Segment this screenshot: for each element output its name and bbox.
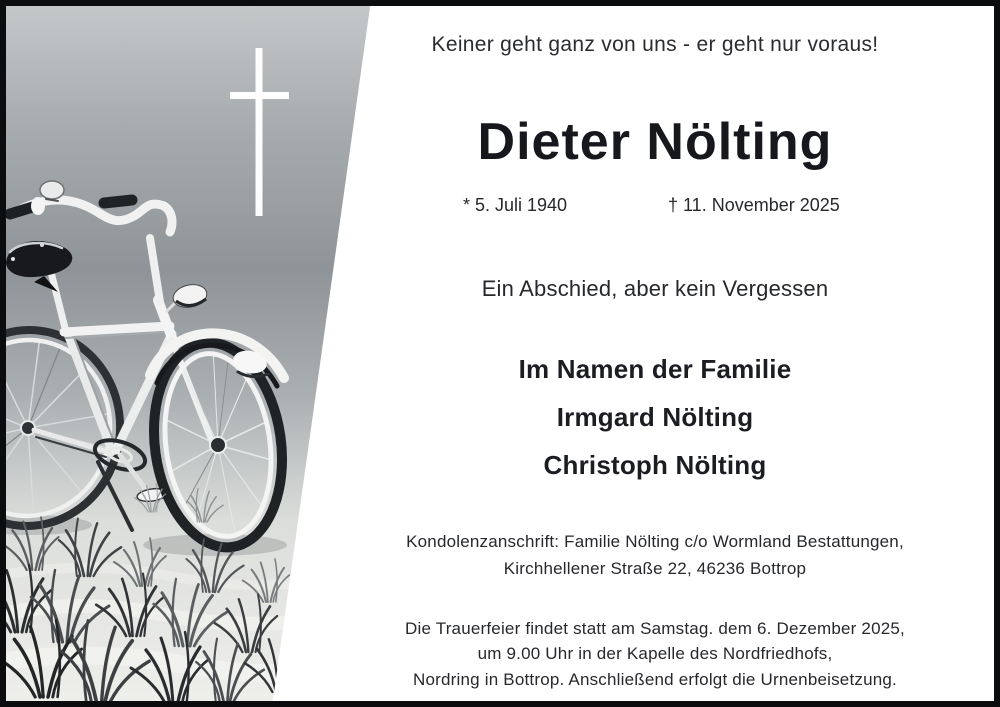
obituary-text xyxy=(330,0,980,707)
funeral-service-line: um 9.00 Uhr in der Kapelle des Nordfriedhofs, xyxy=(477,644,833,663)
bicycle-illustration xyxy=(0,0,380,707)
farewell-line: Ein Abschied, aber kein Vergessen xyxy=(481,276,829,301)
condolence-address-line: Kirchhellener Straße 22, 46236 Bottrop xyxy=(503,559,807,578)
funeral-service-line: Die Trauerfeier findet statt am Samstag. dem 6. Dezember 2025, xyxy=(405,619,905,638)
memorial-artwork xyxy=(0,0,380,707)
family-member: Irmgard Nölting xyxy=(556,402,754,432)
family-intro: Im Namen der Familie xyxy=(518,354,792,384)
death-date: † 11. November 2025 xyxy=(668,195,840,215)
birth-date: * 5. Juli 1940 xyxy=(463,195,568,215)
deceased-name: Dieter Nölting xyxy=(477,113,833,171)
epigraph: Keiner geht ganz von uns - er geht nur voraus! xyxy=(431,33,879,56)
life-dates xyxy=(330,195,980,219)
family-member: Christoph Nölting xyxy=(543,450,767,480)
funeral-service-line: Nordring in Bottrop. Anschließend erfolgt die Urnenbeisetzung. xyxy=(413,670,897,689)
condolence-address-line: Kondolenzanschrift: Familie Nölting c/o Wormland Bestattungen, xyxy=(406,532,904,551)
